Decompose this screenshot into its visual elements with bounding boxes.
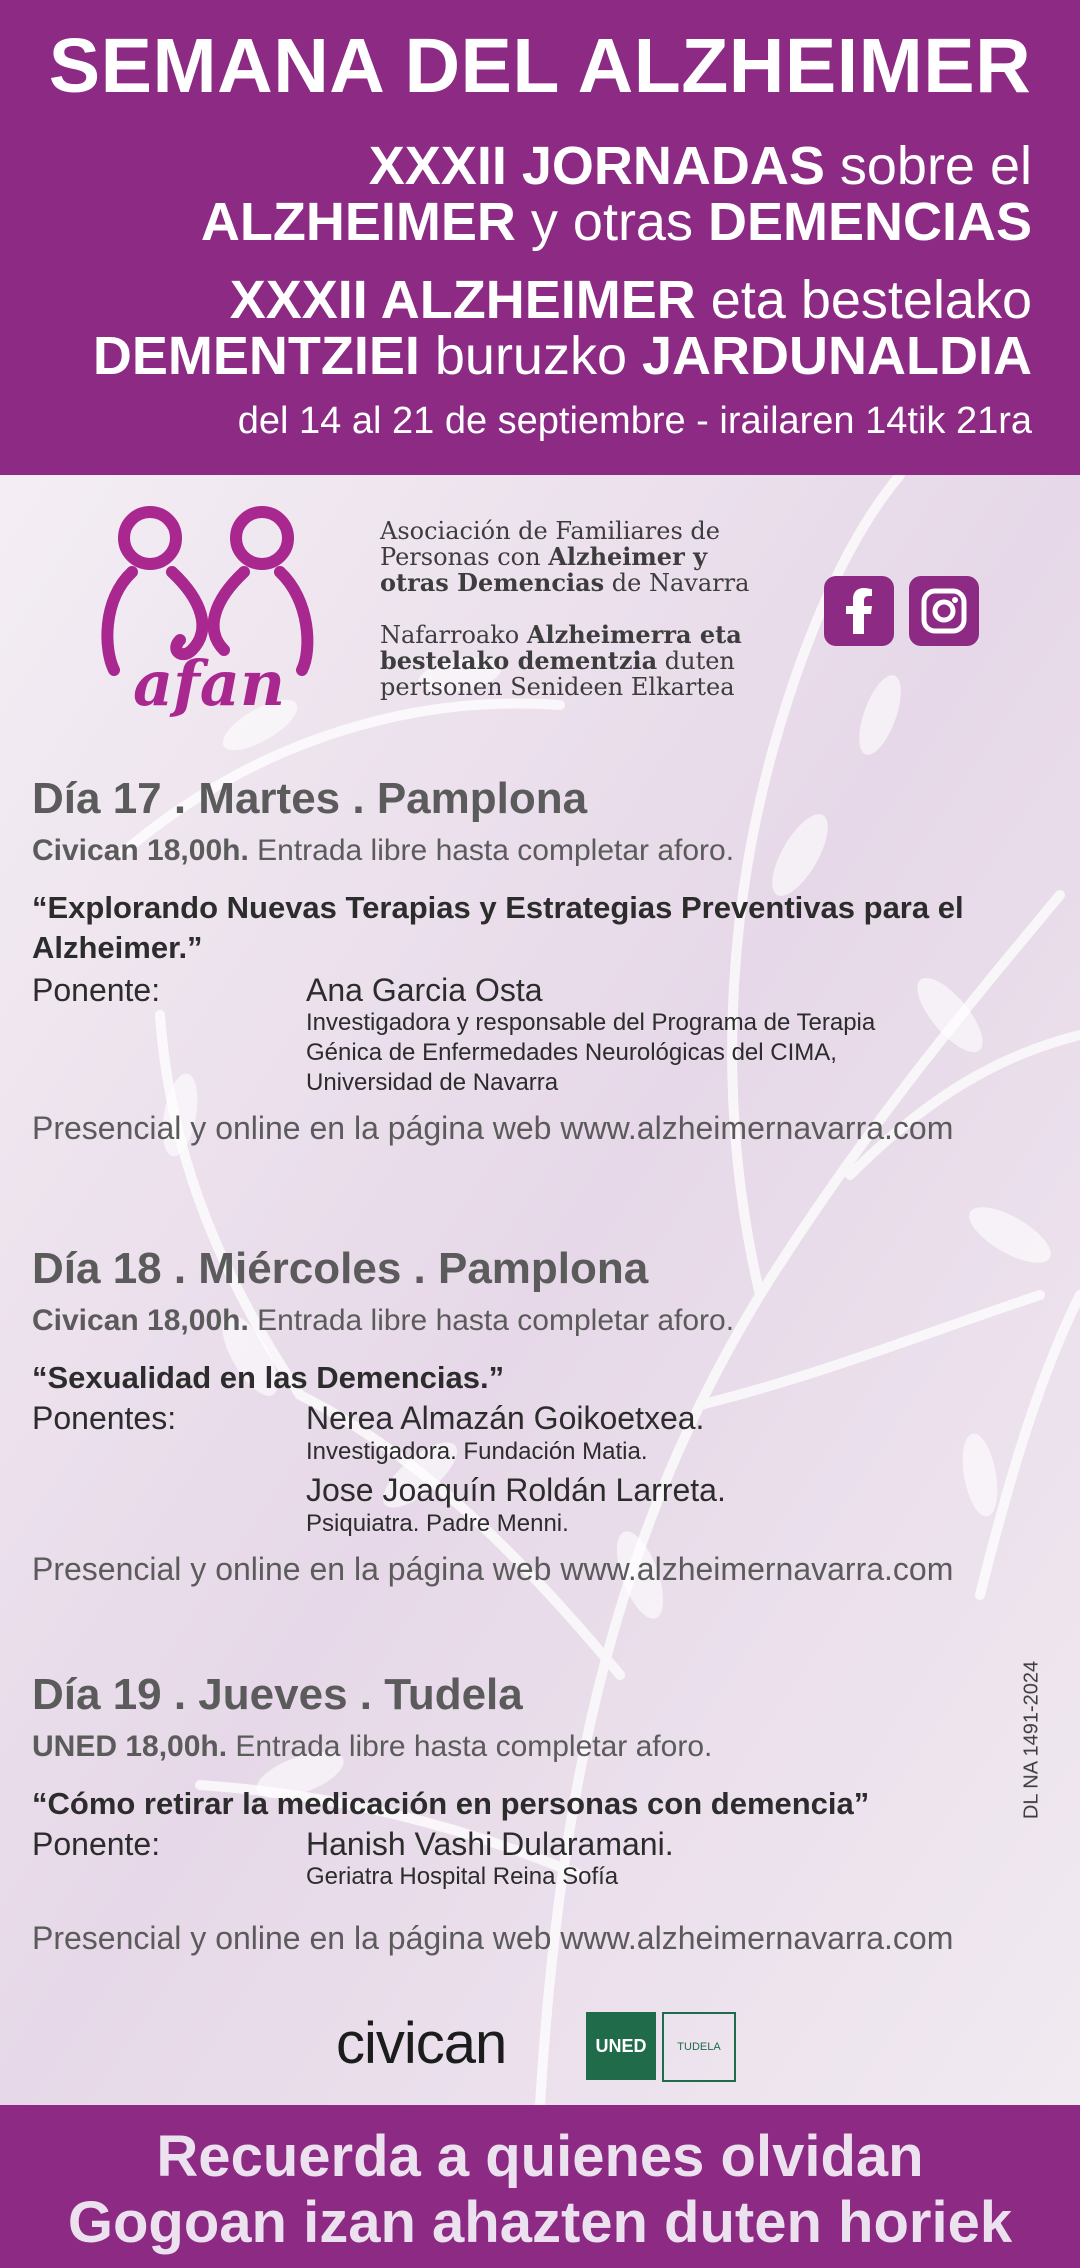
ponente-label: Ponente:: [32, 1826, 161, 1862]
event-day-title: Día 19 . Jueves . Tudela: [32, 1670, 523, 1719]
speaker-description: Investigadora y responsable del Programa de Terapia Génica de Enfermedades Neurológicas del CIMA, Universidad de Navarra: [306, 1009, 876, 1096]
page-title: SEMANA DEL ALZHEIMER: [48, 23, 1032, 109]
ponente-label: Ponentes:: [32, 1400, 177, 1436]
event-talk-title: “Explorando Nuevas Terapias y Estrategias Preventivas para el Alzheimer.”: [32, 890, 964, 965]
speaker-name: Jose Joaquín Roldán Larreta.: [306, 1472, 726, 1508]
event-dates: del 14 al 21 de septiembre - irailaren 14tik 21ra: [237, 400, 1032, 442]
speaker-name: Ana Garcia Osta: [306, 972, 543, 1008]
ponente-label: Ponente:: [32, 972, 161, 1008]
footer-slogan-eu: Gogoan izan ahazten duten horiek: [67, 2190, 1013, 2255]
footer-banner: [0, 2105, 1080, 2268]
speaker-name: Nerea Almazán Goikoetxea.: [306, 1400, 705, 1436]
org-description-eu: Nafarroako Alzheimerra eta bestelako dementzia duten pertsonen Senideen Elkartea: [380, 620, 742, 701]
speaker-description: Psiquiatra. Padre Menni.: [306, 1510, 569, 1537]
header-line-1: XXXII JORNADAS sobre el: [368, 136, 1032, 196]
speaker-description: Geriatra Hospital Reina Sofía: [306, 1863, 619, 1890]
event-talk-title: “Cómo retirar la medicación en personas con demencia”: [32, 1786, 870, 1821]
header-banner: [0, 0, 1080, 475]
event-venue: Civican 18,00h. Entrada libre hasta completar aforo.: [32, 1304, 735, 1337]
event-talk-title: “Sexualidad en las Demencias.”: [32, 1360, 505, 1395]
speaker-description: Investigadora. Fundación Matia.: [306, 1438, 648, 1465]
uned-logo: UNED: [586, 2012, 656, 2080]
uned-tudela-label: TUDELA: [662, 2012, 736, 2082]
event-online-info: Presencial y online en la página web www.alzheimernavarra.com: [32, 1920, 954, 1956]
facebook-icon[interactable]: [824, 576, 894, 646]
legal-deposit-number: DL NA 1491-2024: [1020, 1660, 1043, 1820]
event-venue: Civican 18,00h. Entrada libre hasta completar aforo.: [32, 834, 735, 867]
speaker-name: Hanish Vashi Dularamani.: [306, 1826, 674, 1862]
header-line-2: ALZHEIMER y otras DEMENCIAS: [200, 192, 1032, 252]
civican-logo: civican: [336, 2011, 507, 2076]
afan-logo: [92, 500, 327, 722]
event-online-info: Presencial y online en la página web www.alzheimernavarra.com: [32, 1551, 954, 1587]
event-day-title: Día 18 . Miércoles . Pamplona: [32, 1244, 649, 1293]
instagram-icon[interactable]: [909, 576, 979, 646]
header-line-3: XXXII ALZHEIMER eta bestelako: [229, 270, 1032, 330]
footer-slogan-es: Recuerda a quienes olvidan: [156, 2124, 924, 2189]
header-line-4: DEMENTZIEI buruzko JARDUNALDIA: [92, 326, 1032, 386]
event-venue: UNED 18,00h. Entrada libre hasta completar aforo.: [32, 1730, 713, 1763]
event-online-info: Presencial y online en la página web www.alzheimernavarra.com: [32, 1110, 954, 1146]
org-description-es: Asociación de Familiares de Personas con Alzheimer y otras Demencias de Navarra: [380, 517, 750, 597]
event-day-title: Día 17 . Martes . Pamplona: [32, 774, 588, 823]
svg-text:afan: afan: [132, 647, 286, 720]
